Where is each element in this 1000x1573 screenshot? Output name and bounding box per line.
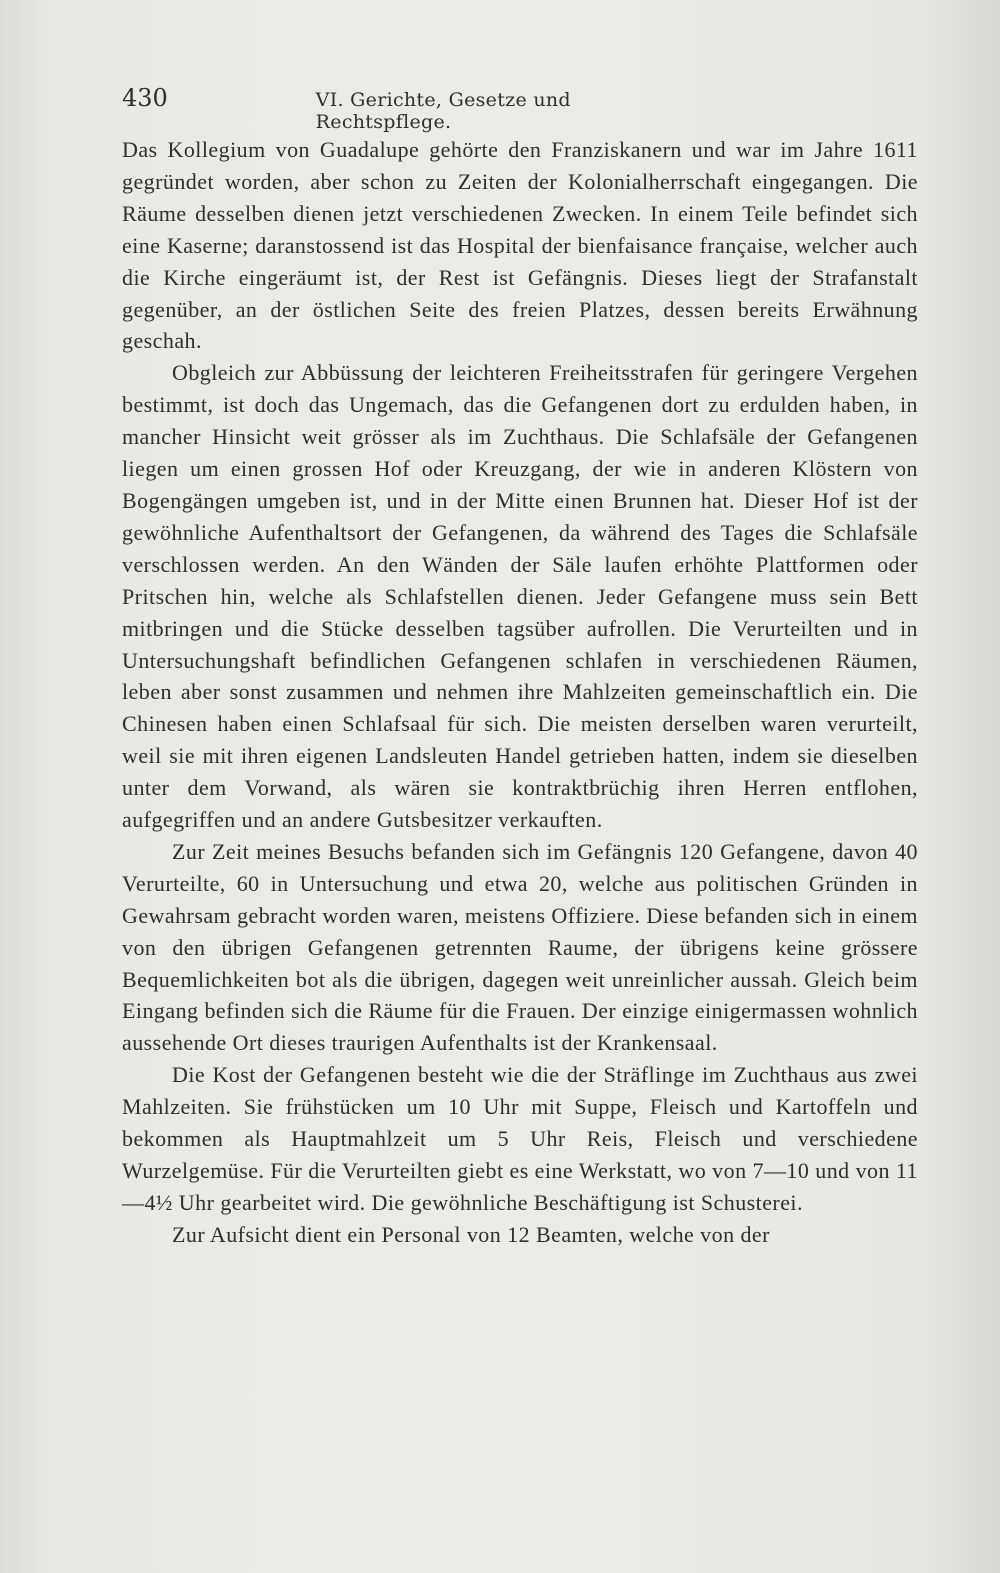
- paragraph-2: Obgleich zur Abbüssung der leichteren Freiheitsstrafen für geringere Vergehen bestimmt, ist doch das Ungemach, das die Gefangenen dort zu erdulden haben, in mancher Hinsicht weit grösser als im Zuchthaus. Die Schlafsäle der Gefangenen liegen um einen grossen Hof oder Kreuzgang, der wie in anderen Klöstern von Bogengängen umgeben ist, und in der Mitte einen Brunnen hat. Dieser Hof ist der gewöhnliche Aufenthaltsort der Gefangenen, da während des Tages die Schlafsäle verschlossen werden. An den Wänden der Säle laufen erhöhte Plattformen oder Pritschen hin, welche als Schlafstellen dienen. Jeder Gefangene muss sein Bett mitbringen und die Stücke desselben tagsüber aufrollen. Die Verurteilten und in Untersuchungshaft befindlichen Gefangenen schlafen in verschiedenen Räumen, leben aber sonst zusammen und nehmen ihre Mahlzeiten gemeinschaftlich ein. Die Chinesen haben einen Schlafsaal für sich. Die meisten derselben waren verurteilt, weil sie mit ihren eigenen Landsleuten Handel getrieben hatten, indem sie dieselben unter dem Vorwand, als wären sie kontraktbrüchig ihren Herren entflohen, aufgegriffen und an andere Gutsbesitzer verkauften.: [122, 360, 918, 833]
- body-text: [122, 134, 918, 1251]
- paragraph-3: Zur Zeit meines Besuchs befanden sich im Gefängnis 120 Gefangene, davon 40 Verurteilte, 60 in Untersuchung und etwa 20, welche aus politischen Gründen in Gewahrsam gebracht worden waren, meistens Offiziere. Diese befanden sich in einem von den übrigen Gefangenen getrennten Raume, der übrigens keine grössere Bequemlichkeiten bot als die übrigen, dagegen weit unreinlicher aussah. Gleich beim Eingang befinden sich die Räume für die Frauen. Der einzige einigermassen wohnlich aussehende Ort dieses traurigen Aufenthalts ist der Krankensaal.: [122, 838, 918, 1056]
- paragraph-1: Das Kollegium von Guadalupe gehörte den Franziskanern und war im Jahre 1611 gegründet worden, aber schon zu Zeiten der Kolonialherrschaft eingegangen. Die Räume desselben dienen jetzt verschiedenen Zwecken. In einem Teile befindet sich eine Kaserne; daranstossend ist das Hospital der bienfaisance française, welcher auch die Kirche eingeräumt ist, der Rest ist Gefängnis. Dieses liegt der Strafanstalt gegenüber, an der östlichen Seite des freien Platzes, dessen bereits Erwähnung geschah.: [122, 137, 918, 354]
- page-header: [122, 84, 682, 133]
- page-number: 430: [122, 84, 168, 112]
- paragraph-5: Zur Aufsicht dient ein Personal von 12 Beamten, welche von der: [172, 1221, 770, 1247]
- running-title: VI. Gerichte, Gesetze und Rechtspflege.: [315, 89, 571, 133]
- paragraph-4: Die Kost der Gefangenen besteht wie die der Sträflinge im Zuchthaus aus zwei Mahlzeiten. Sie frühstücken um 10 Uhr mit Suppe, Fleisch und Kartoffeln und bekommen als Hauptmahlzeit um 5 Uhr Reis, Fleisch und verschiedene Wurzelgemüse. Für die Verurteilten giebt es eine Werkstatt, wo von 7—10 und von 11—4½ Uhr gearbeitet wird. Die gewöhnliche Beschäftigung ist Schusterei.: [122, 1062, 918, 1215]
